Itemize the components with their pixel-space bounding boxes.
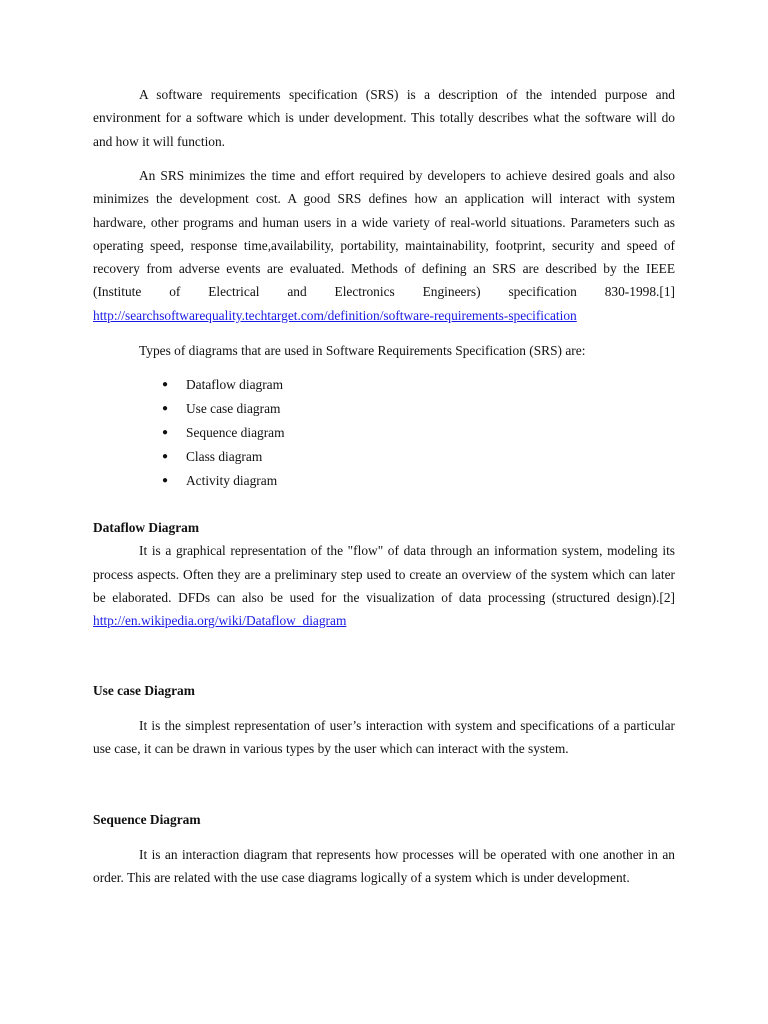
- dataflow-reference-link[interactable]: http://en.wikipedia.org/wiki/Dataflow_diagram: [93, 613, 347, 629]
- list-item-label: Use case diagram: [186, 401, 281, 417]
- list-item-label: Class diagram: [186, 449, 263, 465]
- bullet-icon: ●: [162, 427, 169, 439]
- list-item: [93, 469, 675, 493]
- list-item: [93, 373, 675, 397]
- list-item: [93, 445, 675, 469]
- sequence-body: [93, 843, 675, 890]
- dataflow-section: [93, 516, 675, 632]
- usecase-section: [93, 679, 675, 702]
- diagram-type-list: [93, 373, 675, 493]
- bullet-icon: ●: [162, 451, 169, 463]
- sequence-section: [93, 808, 675, 831]
- dataflow-text: It is a graphical representation of the "flow" of data through an information system, modeling its process aspects. Often they are a preliminary step used to create an overview of the system which can later be elaborated. DFDs can also be used for the visualization of data processing (structured design).[2]: [93, 543, 675, 605]
- sequence-text: It is an interaction diagram that represents how processes will be operated with one another in an order. This are related with the use case diagrams logically of a system which is under development.: [93, 847, 675, 886]
- dataflow-heading: Dataflow Diagram: [93, 520, 199, 535]
- srs-benefits-text: An SRS minimizes the time and effort required by developers to achieve desired goals and also minimizes the development cost. A good SRS defines how an application will interact with system hardware, other programs and human users in a wide variety of real-world situations. Parameters such as operating speed, response time,availability, portability, maintainability, footprint, security and speed of recovery from adverse events are evaluated. Methods of defining an SRS are described by the IEEE (Institute of Electrical and Electronics Engineers) specification 830-1998.[1]: [93, 168, 675, 300]
- srs-reference-link[interactable]: http://searchsoftwarequality.techtarget.com/definition/software-requirements-specification: [93, 307, 577, 323]
- dataflow-paragraph: [93, 539, 675, 632]
- list-item: [93, 397, 675, 421]
- list-item-label: Dataflow diagram: [186, 377, 284, 392]
- list-item-label: Sequence diagram: [186, 425, 285, 441]
- bullet-icon: ●: [162, 379, 169, 390]
- list-item: [93, 421, 675, 445]
- usecase-heading: Use case Diagram: [93, 683, 195, 698]
- sequence-heading: Sequence Diagram: [93, 812, 201, 827]
- intro-paragraph-1: [93, 83, 675, 153]
- srs-definition-text: A software requirements specification (SRS) is a description of the intended purpose and environment for a software which is under development. This totally describes what the software will do and how it will function.: [93, 87, 675, 149]
- bullet-icon: ●: [162, 403, 169, 415]
- srs-benefits-paragraph: [93, 164, 675, 327]
- types-intro: [93, 339, 675, 362]
- usecase-body: [93, 714, 675, 761]
- bullet-icon: ●: [162, 475, 169, 487]
- types-intro-text: Types of diagrams that are used in Software Requirements Specification (SRS) are:: [139, 343, 586, 358]
- usecase-text: It is the simplest representation of user’s interaction with system and specifications of a particular use case, it can be drawn in various types by the user which can interact with the system.: [93, 718, 675, 757]
- intro-paragraph-2: [93, 164, 675, 327]
- list-item-label: Activity diagram: [186, 473, 278, 489]
